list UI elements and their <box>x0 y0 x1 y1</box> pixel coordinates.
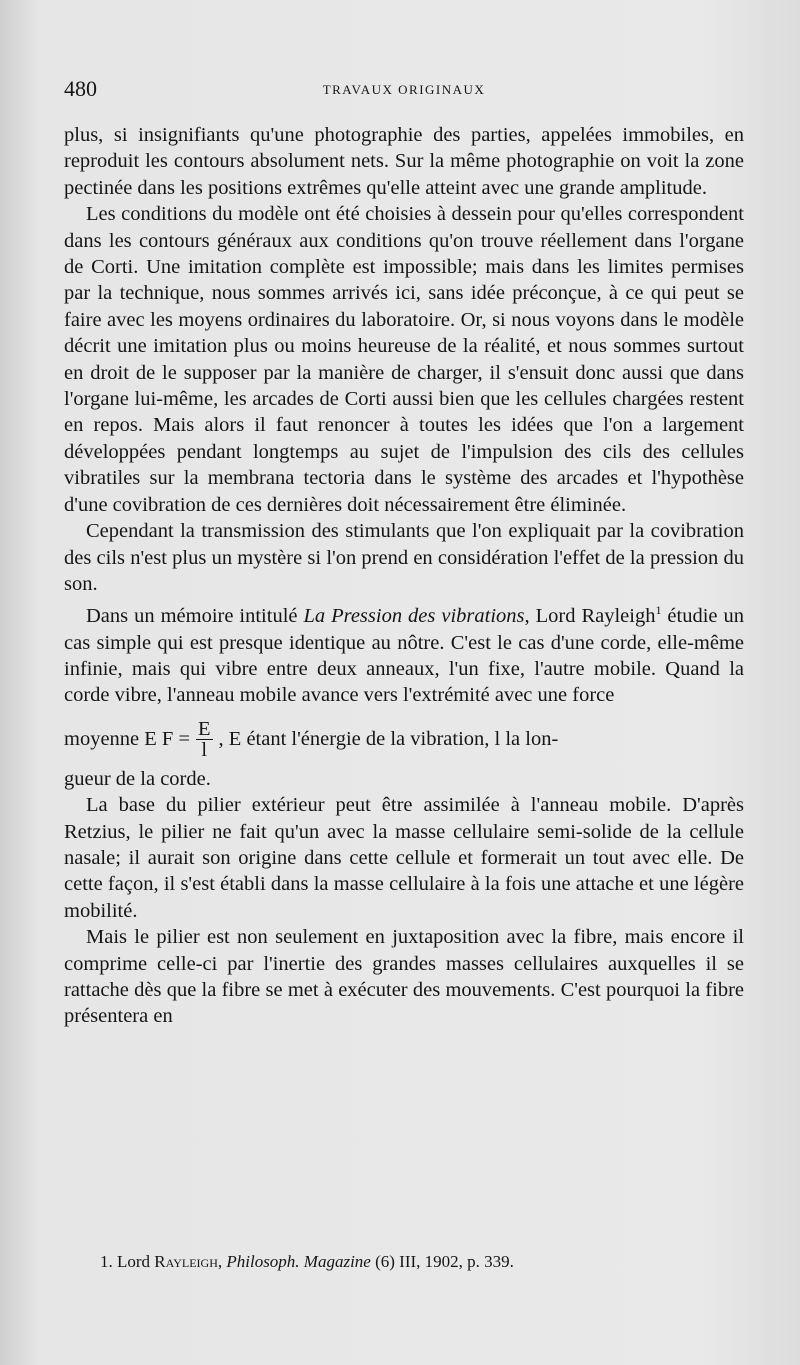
footnote-author: Rayleigh <box>154 1252 218 1271</box>
footnote-citation: (6) III, 1902, p. 339. <box>375 1252 514 1271</box>
paragraph: Mais le pilier est non seulement en juxtaposition avec la fibre, mais encore il comprime celle-ci par l'inertie des grandes masses cellulaires auxquelles il se rattache dès que la fibre se met à exécuter des mouvements. C'est pourquoi la fibre présentera en <box>64 926 744 1028</box>
paragraph: Cependant la transmission des stimulants que l'on expliquait par la covibration des cils n'est plus un mystère si l'on prend en considération l'effet de la pression du son. <box>64 520 744 595</box>
paragraph: plus, si insignifiants qu'une photographie des parties, appelées immobiles, en reproduit les contours absolument nets. Sur la même photographie on voit la zone pectinée dans les positions extrêmes qu'elle atteint avec une grande amplitude. <box>64 124 744 199</box>
text-run: , Lord Rayleigh <box>524 605 656 628</box>
page-number: 480 <box>64 76 97 101</box>
running-head: TRAVAUX ORIGINAUX <box>322 82 486 97</box>
footnote-author-prefix: Lord <box>117 1252 151 1271</box>
paragraph: Les conditions du modèle ont été choisies à dessein pour qu'elles correspondent dans les contours généraux aux conditions qu'on trouve réellement dans l'organe de Corti. Une imitation complète est impossible; mais dans les limites permises par la technique, nous sommes arrivés ici, sans idée préconçue, à ce qui peut se faire avec les moyens ordinaires du laboratoire. Or, si nous voyons dans le modèle décrit une imitation plus ou moins heureuse de la réalité, et nous sommes surtout en droit de le supposer par la manière de charger, il s'ensuit donc aussi que dans l'organe lui-même, les arcades de Corti aussi bien que les cellules chargées restent en repos. Mais alors il faut renoncer à toutes les idées que l'on a largement développées pendant longtemps au sujet de l'impulsion des cils des cellules vibratiles sur la membrana tectoria dans le système des arcades et l'hypothèse d'une covibration de ces dernières doit nécessairement être éliminée. <box>64 203 744 516</box>
formula-prefix: moyenne E F = <box>64 728 191 751</box>
cited-title: La Pression des vibrations <box>303 605 525 628</box>
footnote: 1. Lord Rayleigh, Philosoph. Magazine (6) III, 1902, p. 339. <box>100 1252 514 1271</box>
footnote-number: 1. <box>100 1252 113 1271</box>
footnote-journal: Philosoph. Magazine <box>226 1252 371 1271</box>
text-run: Dans un mémoire intitulé <box>86 605 304 628</box>
text-run: étudie un cas simple qui est presque identique au nôtre. C'est le cas d'une corde, elle-même infinie, mais qui vibre entre deux anneaux, l'un fixe, l'autre mobile. Quand la corde vibre, l'anneau mobile avance vers l'extrémité avec une force <box>64 605 744 707</box>
fraction-numerator: E <box>198 717 211 740</box>
body-text <box>64 122 744 1030</box>
paragraph <box>64 597 744 708</box>
footnote-ref: 1 <box>655 603 662 618</box>
fraction-denominator: l <box>201 738 208 761</box>
paragraph: La base du pilier extérieur peut être assimilée à l'anneau mobile. D'après Retzius, le pilier ne fait qu'un avec la masse cellulaire semi-solide de la cellule nasale; il aurait son origine dans cette cellule et formerait un tout avec elle. De cette façon, il s'est établi dans la masse cellulaire à la fois une attache et une légère mobilité. <box>64 794 744 922</box>
formula-suffix: , E étant l'énergie de la vibration, l la lon- <box>218 728 559 751</box>
formula-line <box>64 719 744 760</box>
fraction <box>196 719 213 760</box>
page-header <box>64 76 744 110</box>
paragraph: gueur de la corde. <box>64 767 211 790</box>
